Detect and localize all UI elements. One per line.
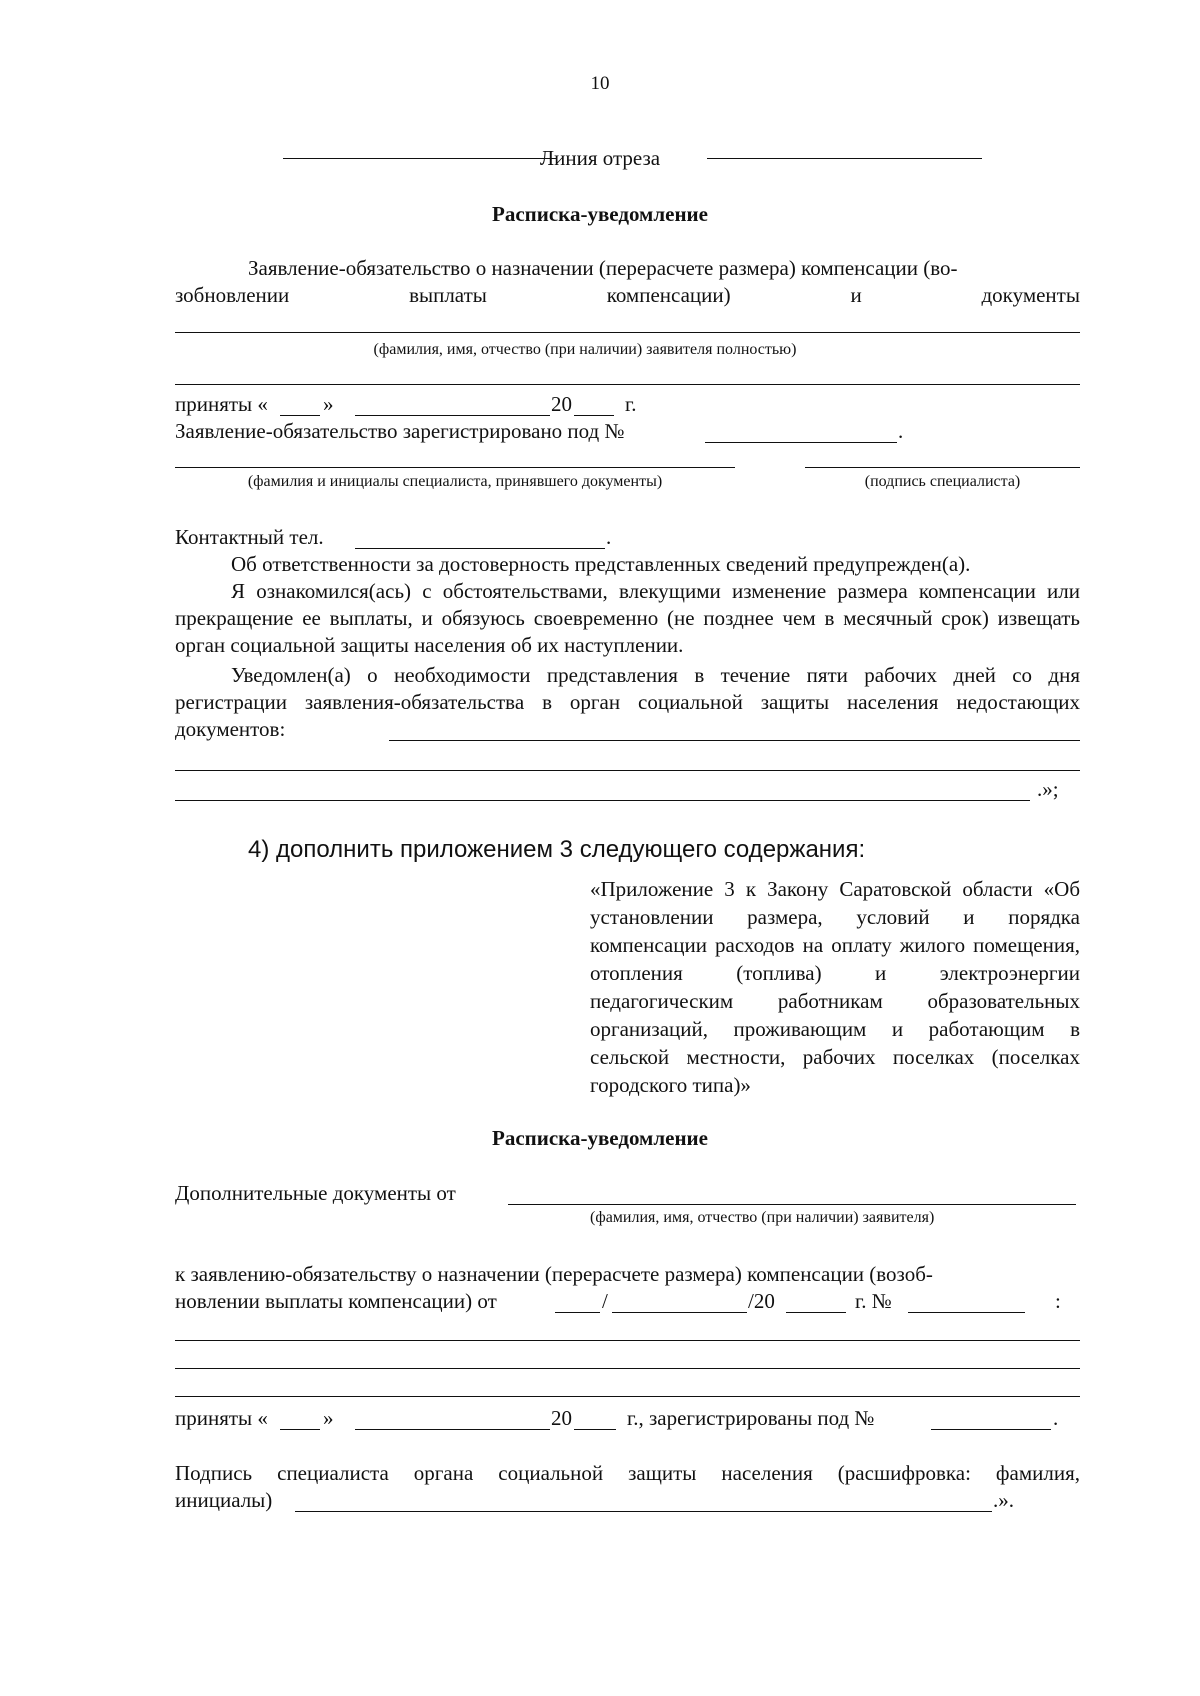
statement-line1: к заявлению-обязательству о назначении (перерасчете размера) компенсации (возоб- bbox=[175, 1262, 933, 1286]
additional-docs-row bbox=[175, 1180, 1080, 1207]
receipt1-accepted-row bbox=[175, 391, 1080, 418]
acknowledgement-paragraph: Я ознакомился(ась) с обстоятельствами, влекущими изменение размера компенсации или прекращение ее выплаты, и обязуюсь своевременно (не позднее чем в месячный срок) извещать орган социальной защиты населения об их наступлении. bbox=[175, 579, 1080, 657]
applicant-extra-line bbox=[175, 384, 1080, 385]
year2-blank bbox=[574, 1429, 616, 1430]
appendix-header: «Приложение 3 к Закону Саратовской области «Об установлении размера, условий и порядка компенсации расходов на оплату жилого помещения, отопления (топлива) и электроэнергии педагогическим работникам образовательных организаций, проживающим и работающим в сельской местности, рабочих поселках (поселках городского типа)» bbox=[590, 877, 1080, 1097]
registered-number-blank bbox=[705, 442, 897, 443]
year2-prefix: 20 bbox=[551, 1406, 572, 1430]
receipt1-intro-line1: Заявление-обязательство о назначении (перерасчете размера) компенсации (во- bbox=[248, 256, 958, 280]
specialist-caption: (фамилия и инициалы специалиста, принявшего документы) bbox=[247, 473, 663, 490]
notice-paragraph: Уведомлен(а) о необходимости представления в течение пяти рабочих дней со дня регистрации заявления-обязательства в орган социальной защиты населения недостающих документов: bbox=[175, 663, 1080, 741]
signature-line2-prefix: инициалы) bbox=[175, 1488, 273, 1512]
registered2-end: . bbox=[1053, 1406, 1059, 1430]
contact-phone-blank bbox=[355, 548, 605, 549]
intro-word: и bbox=[850, 283, 862, 307]
receipt1-intro-line2 bbox=[175, 282, 1080, 309]
accepted-day-blank bbox=[280, 415, 320, 416]
accepted-prefix: приняты « bbox=[175, 392, 268, 416]
receipt2-accepted-row bbox=[175, 1405, 1080, 1432]
statement-month-blank bbox=[612, 1312, 747, 1313]
year-suffix: г. bbox=[625, 392, 637, 416]
missing-docs-line-3 bbox=[175, 800, 1030, 801]
missing-docs-line-2 bbox=[175, 770, 1080, 771]
statement-year-blank bbox=[786, 1312, 846, 1313]
year-prefix: 20 bbox=[551, 392, 572, 416]
applicant-caption: (фамилия, имя, отчество (при наличии) заявителя полностью) bbox=[373, 341, 797, 358]
registered2-suffix: г., зарегистрированы под № bbox=[627, 1406, 875, 1430]
receipt2-applicant-caption: (фамилия, имя, отчество (при наличии) заявителя) bbox=[590, 1209, 935, 1226]
statement-line2 bbox=[175, 1288, 1080, 1315]
receipt1-closing: .»; bbox=[1037, 777, 1059, 801]
signature-blank bbox=[295, 1511, 992, 1512]
statement-colon: : bbox=[1055, 1289, 1061, 1313]
accepted2-prefix: приняты « bbox=[175, 1406, 268, 1430]
accepted2-day-blank bbox=[280, 1429, 320, 1430]
registered-end: . bbox=[898, 419, 904, 443]
registered-text: Заявление-обязательство зарегистрировано под № bbox=[175, 419, 625, 443]
amendment-text: 4) дополнить приложением 3 следующего содержания: bbox=[248, 836, 866, 863]
receipt2-title: Расписка-уведомление bbox=[492, 1126, 708, 1150]
cut-line-right bbox=[707, 158, 982, 159]
contact-label: Контактный тел. bbox=[175, 525, 324, 549]
statement-day-blank bbox=[555, 1312, 600, 1313]
accepted2-month-blank bbox=[355, 1429, 550, 1430]
signature-line1: Подпись специалиста органа социальной защиты населения (расшифровка: фамилия, bbox=[175, 1461, 1080, 1485]
accepted2-quote-close: » bbox=[323, 1406, 334, 1430]
missing-docs-line-1 bbox=[389, 740, 1080, 741]
specialist-signature-line bbox=[805, 467, 1080, 468]
contact-row bbox=[175, 524, 1080, 551]
accepted-month-blank bbox=[355, 415, 550, 416]
registered2-number-blank bbox=[931, 1429, 1051, 1430]
cut-line-label: Линия отреза bbox=[539, 146, 661, 170]
signature-caption: (подпись специалиста) bbox=[864, 473, 1021, 490]
statement-number-blank bbox=[908, 1312, 1025, 1313]
year-blank bbox=[574, 415, 614, 416]
intro-word: компенсации) bbox=[606, 283, 731, 307]
specialist-name-line bbox=[175, 467, 735, 468]
signature-line2 bbox=[175, 1487, 1080, 1514]
statement-blank-line-3 bbox=[175, 1396, 1080, 1397]
number-label: г. № bbox=[855, 1289, 892, 1313]
additional-docs-label: Дополнительные документы от bbox=[175, 1181, 456, 1205]
date-sep1: / bbox=[602, 1289, 608, 1313]
statement-line2-prefix: новлении выплаты компенсации) от bbox=[175, 1289, 497, 1313]
accepted-quote-close: » bbox=[323, 392, 334, 416]
receipt1-title: Расписка-уведомление bbox=[492, 202, 708, 226]
responsibility-paragraph: Об ответственности за достоверность представленных сведений предупрежден(а). bbox=[231, 552, 971, 576]
receipt1-registered-row bbox=[175, 418, 1080, 445]
contact-end: . bbox=[606, 525, 612, 549]
statement-blank-line-1 bbox=[175, 1340, 1080, 1341]
intro-word: выплаты bbox=[409, 283, 487, 307]
intro-word: зобновлении bbox=[175, 283, 290, 307]
additional-docs-blank bbox=[508, 1204, 1076, 1205]
statement-blank-line-2 bbox=[175, 1368, 1080, 1369]
page-number: 10 bbox=[590, 73, 610, 94]
intro-word: документы bbox=[981, 283, 1080, 307]
receipt2-closing: .». bbox=[993, 1488, 1014, 1512]
applicant-name-line bbox=[175, 332, 1080, 333]
date-sep2: /20 bbox=[748, 1289, 775, 1313]
